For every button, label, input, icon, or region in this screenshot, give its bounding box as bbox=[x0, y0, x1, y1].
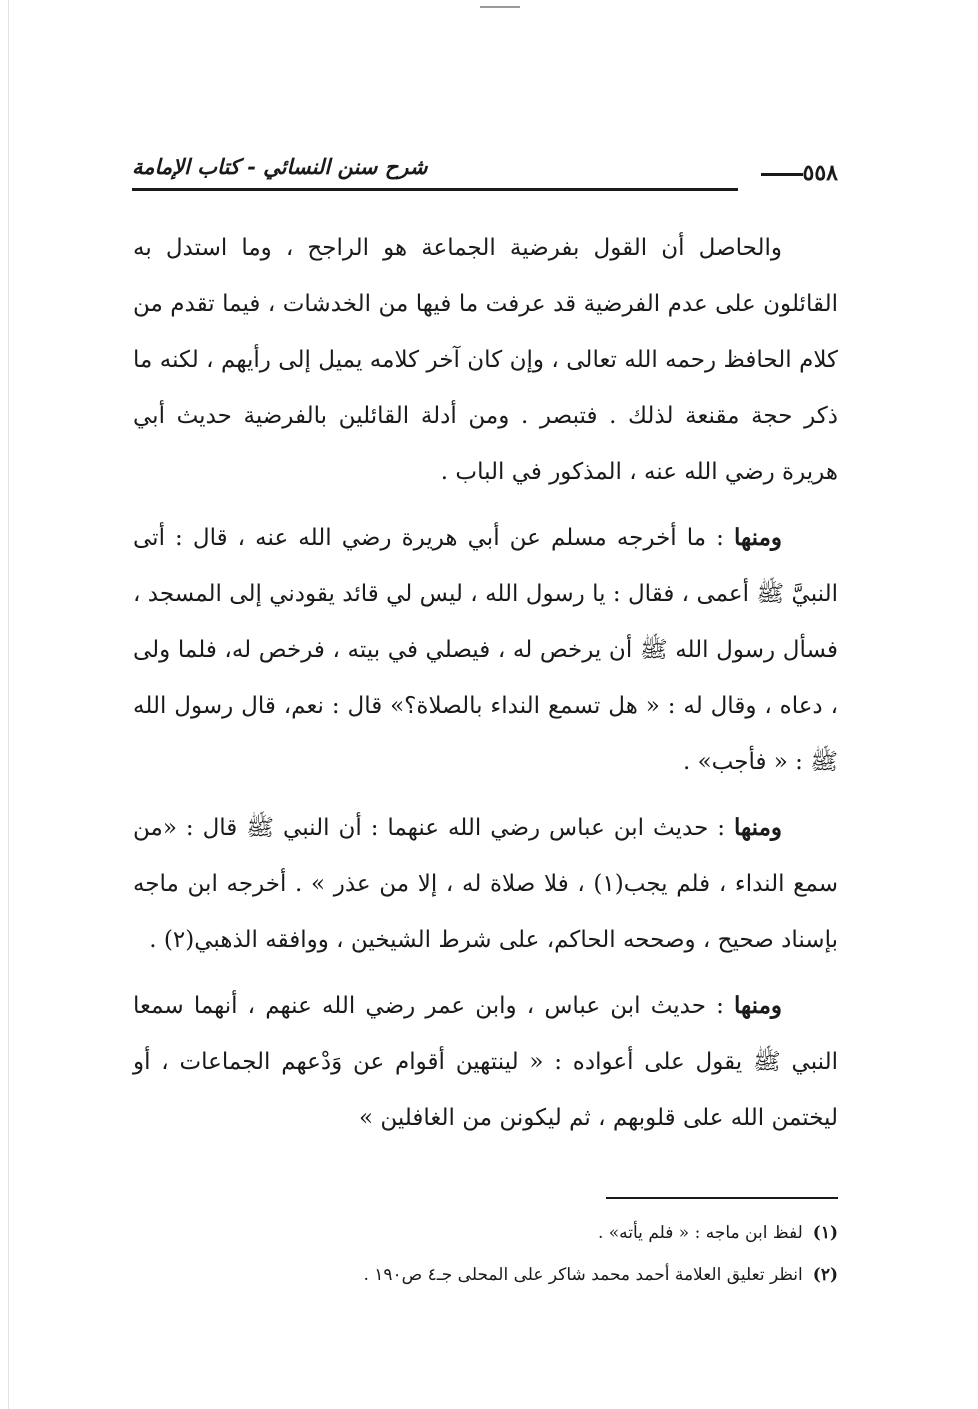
footnote-text: انظر تعليق العلامة أحمد محمد شاكر على المحلى جـ٤ ص١٩٠ . bbox=[363, 1265, 803, 1285]
paragraph-evidence-ibn-abbas bbox=[133, 800, 838, 968]
header-title: شرح سنن النسائي - كتاب الإمامة bbox=[132, 154, 428, 179]
paragraph-lead: ومنها bbox=[734, 992, 782, 1019]
page-number-dash bbox=[761, 173, 803, 176]
footnote-1 bbox=[133, 1212, 838, 1254]
footnote-number: (١) bbox=[812, 1223, 838, 1243]
paragraph-lead: ومنها bbox=[734, 524, 783, 551]
running-header bbox=[132, 150, 838, 200]
header-rule bbox=[132, 188, 738, 191]
paragraph-evidence-ibn-umar bbox=[133, 978, 838, 1146]
main-text bbox=[133, 220, 838, 1156]
footnote-number: (٢) bbox=[812, 1265, 838, 1285]
page-number bbox=[753, 160, 838, 186]
paragraph-lead: ومنها bbox=[734, 814, 783, 841]
footnote-text: لفظ ابن ماجه : « فلم يأته» . bbox=[597, 1223, 803, 1243]
top-crop-mark bbox=[480, 6, 520, 8]
footnote-2 bbox=[133, 1254, 838, 1296]
footnote-rule bbox=[606, 1197, 838, 1199]
paragraph-text: والحاصل أن القول بفرضية الجماعة هو الراجح ، وما استدل به القائلون على عدم الفرضية قد عرفت ما فيها من الخدشات ، فيما تقدم من كلام الحافظ رحمه الله تعالى ، وإن كان آخر كلامه يميل إلى رأيهم ، لكنه ما ذكر حجة مقنعة لذلك . فتبصر . ومن أدلة القائلين بالفرضية حديث أبي هريرة رضي الله عنه ، المذكور في الباب . bbox=[133, 235, 838, 485]
paragraph-conclusion bbox=[133, 220, 838, 500]
paragraph-text: : حديث ابن عباس ، وابن عمر رضي الله عنهم ، أنهما سمعا النبي ﷺ يقول على أعواده : « لينتهين أقوام عن وَدْعهم الجماعات ، أو ليختمن الله على قلوبهم ، ثم ليكونن من الغافلين » bbox=[133, 993, 838, 1131]
page-number-text: ٥٥٨ bbox=[802, 160, 838, 186]
paragraph-evidence-muslim bbox=[133, 510, 838, 790]
scan-edge-line bbox=[8, 0, 9, 1409]
paragraph-text: : ما أخرجه مسلم عن أبي هريرة رضي الله عنه ، قال : أتى النبيَّ ﷺ أعمى ، فقال : يا رسول الله ، ليس لي قائد يقودني إلى المسجد ، فسأل رسول الله ﷺ أن يرخص له ، فيصلي في بيته ، فرخص له، فلما ولى ، دعاه ، وقال له : « هل تسمع النداء بالصلاة؟» قال : نعم، قال رسول الله ﷺ : « فأجب» . bbox=[133, 525, 838, 775]
footnotes bbox=[133, 1212, 838, 1296]
paragraph-text: : حديث ابن عباس رضي الله عنهما : أن النبي ﷺ قال : «من سمع النداء ، فلم يجب(١) ، فلا صلاة له ، إلا من عذر » . أخرجه ابن ماجه بإسناد صحيح ، وصححه الحاكم، على شرط الشيخين ، ووافقه الذهبي(٢) . bbox=[133, 815, 838, 953]
